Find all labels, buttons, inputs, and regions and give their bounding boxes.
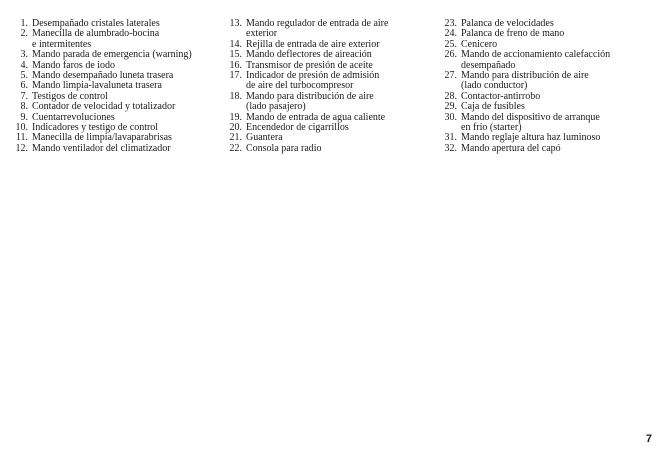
legend-item-number: 5. [20,70,28,82]
legend-item-number: 19. [229,111,242,123]
legend-item-number: 6. [20,80,28,92]
legend-item-number: 12. [15,142,28,154]
legend-item-number: 21. [229,132,242,144]
legend-item-number: 23. [444,18,457,29]
legend-item-number: 24. [444,28,457,40]
legend-item-number: 22. [229,142,242,154]
legend-item-number: 31. [444,132,457,144]
legend-item-label: Consola para radio [246,142,322,154]
legend-item-label: Mando para distribución de aire (lado pasajero) [246,90,374,113]
legend-item-label: Testigos de control [32,90,108,102]
legend-item-number: 16. [229,59,242,71]
legend-item-label: Guantera [246,132,283,144]
legend-item-label: Encendedor de cigarrillos [246,122,349,134]
legend-item-number: 18. [229,90,242,102]
legend-item-number: 26. [444,49,457,61]
legend-item-label: Desempañado cristales laterales [32,18,160,29]
legend-item-label: Mando limpia-lavaluneta trasera [32,80,162,92]
legend-item-label: Mando deflectores de aireación [246,49,372,61]
legend-item-label: Mando faros de iodo [32,59,116,71]
legend-item-label: Rejilla de entrada de aire exterior [246,38,380,50]
legend-item-number: 14. [229,38,242,50]
legend-item-label: Mando ventilador del climatizador [32,142,171,154]
legend-item-label: Mando para distribución de aire (lado conductor) [461,70,589,92]
legend-item-number: 30. [444,111,457,123]
legend-item-label: Mando regulador de entrada de aire exterior [246,18,389,40]
legend-item-number: 28. [444,90,457,102]
legend-item [228,92,438,113]
legend-item-number: 27. [444,70,457,82]
legend-item-label: Mando de entrada de agua caliente [246,111,386,123]
legend-item [443,71,658,92]
legend-item-label: Palanca de freno de mano [461,28,565,40]
legend-item-label: Indicador de presión de admisión de aire del turbocompresor [246,70,380,92]
legend-column-2 [228,19,438,154]
legend-item-number: 10. [15,122,28,134]
legend-item [14,144,224,154]
legend-item-label: Mando apertura del capó [461,142,561,154]
legend-item-label: Cenicero [461,38,498,50]
legend-item [443,144,658,154]
legend-item [443,113,658,134]
legend-item-number: 3. [20,49,28,61]
legend-column-3 [443,19,658,154]
legend-item-label: Transmisor de presión de aceite [246,59,373,71]
legend-column-1 [14,19,224,154]
legend-item-number: 9. [20,111,28,123]
legend-item-label: Manecilla de limpia/lavaparabrisas [32,132,172,144]
legend-item-number: 20. [229,122,242,134]
legend-item [228,71,438,92]
legend-item-number: 29. [444,101,457,113]
legend-item-label: Contador de velocidad y totalizador [32,101,176,113]
legend-item-label: Cuentarrevoluciones [32,111,115,123]
legend-item-number: 11. [15,132,28,144]
legend-item [228,144,438,154]
legend-item [443,50,658,71]
legend-item-number: 17. [229,70,242,82]
legend-item-number: 13. [229,18,242,29]
legend-item-label: Indicadores y testigo de control [32,122,159,134]
legend-item-number: 32. [444,142,457,154]
legend-item-label: Contactor-antirrobo [461,90,541,102]
legend-item-label: Mando reglaje altura haz luminoso [461,132,601,144]
legend-item-number: 15. [229,49,242,61]
legend-item-number: 8. [20,101,28,113]
legend-item-number: 4. [20,59,28,71]
legend-item-number: 1. [20,18,28,29]
legend-item-label: Palanca de velocidades [461,18,554,29]
legend-item-number: 2. [20,28,28,40]
legend-item [228,19,438,40]
legend-item-label: Mando desempañado luneta trasera [32,70,174,82]
legend-item-label: Mando parada de emergencia (warning) [32,49,192,61]
legend-item-number: 25. [444,38,457,50]
legend-item-label: Mando de accionamiento calefacción desempañado [461,49,611,71]
legend-item-label: Mando del dispositivo de arranque en frío (starter) [461,111,600,134]
page-number: 7 [645,433,652,445]
legend-item-label: Caja de fusibles [461,101,525,113]
legend-item-number: 7. [20,90,28,102]
legend-item-label: Manecilla de alumbrado-bocina e intermitentes [32,28,160,50]
legend-item [14,29,224,50]
